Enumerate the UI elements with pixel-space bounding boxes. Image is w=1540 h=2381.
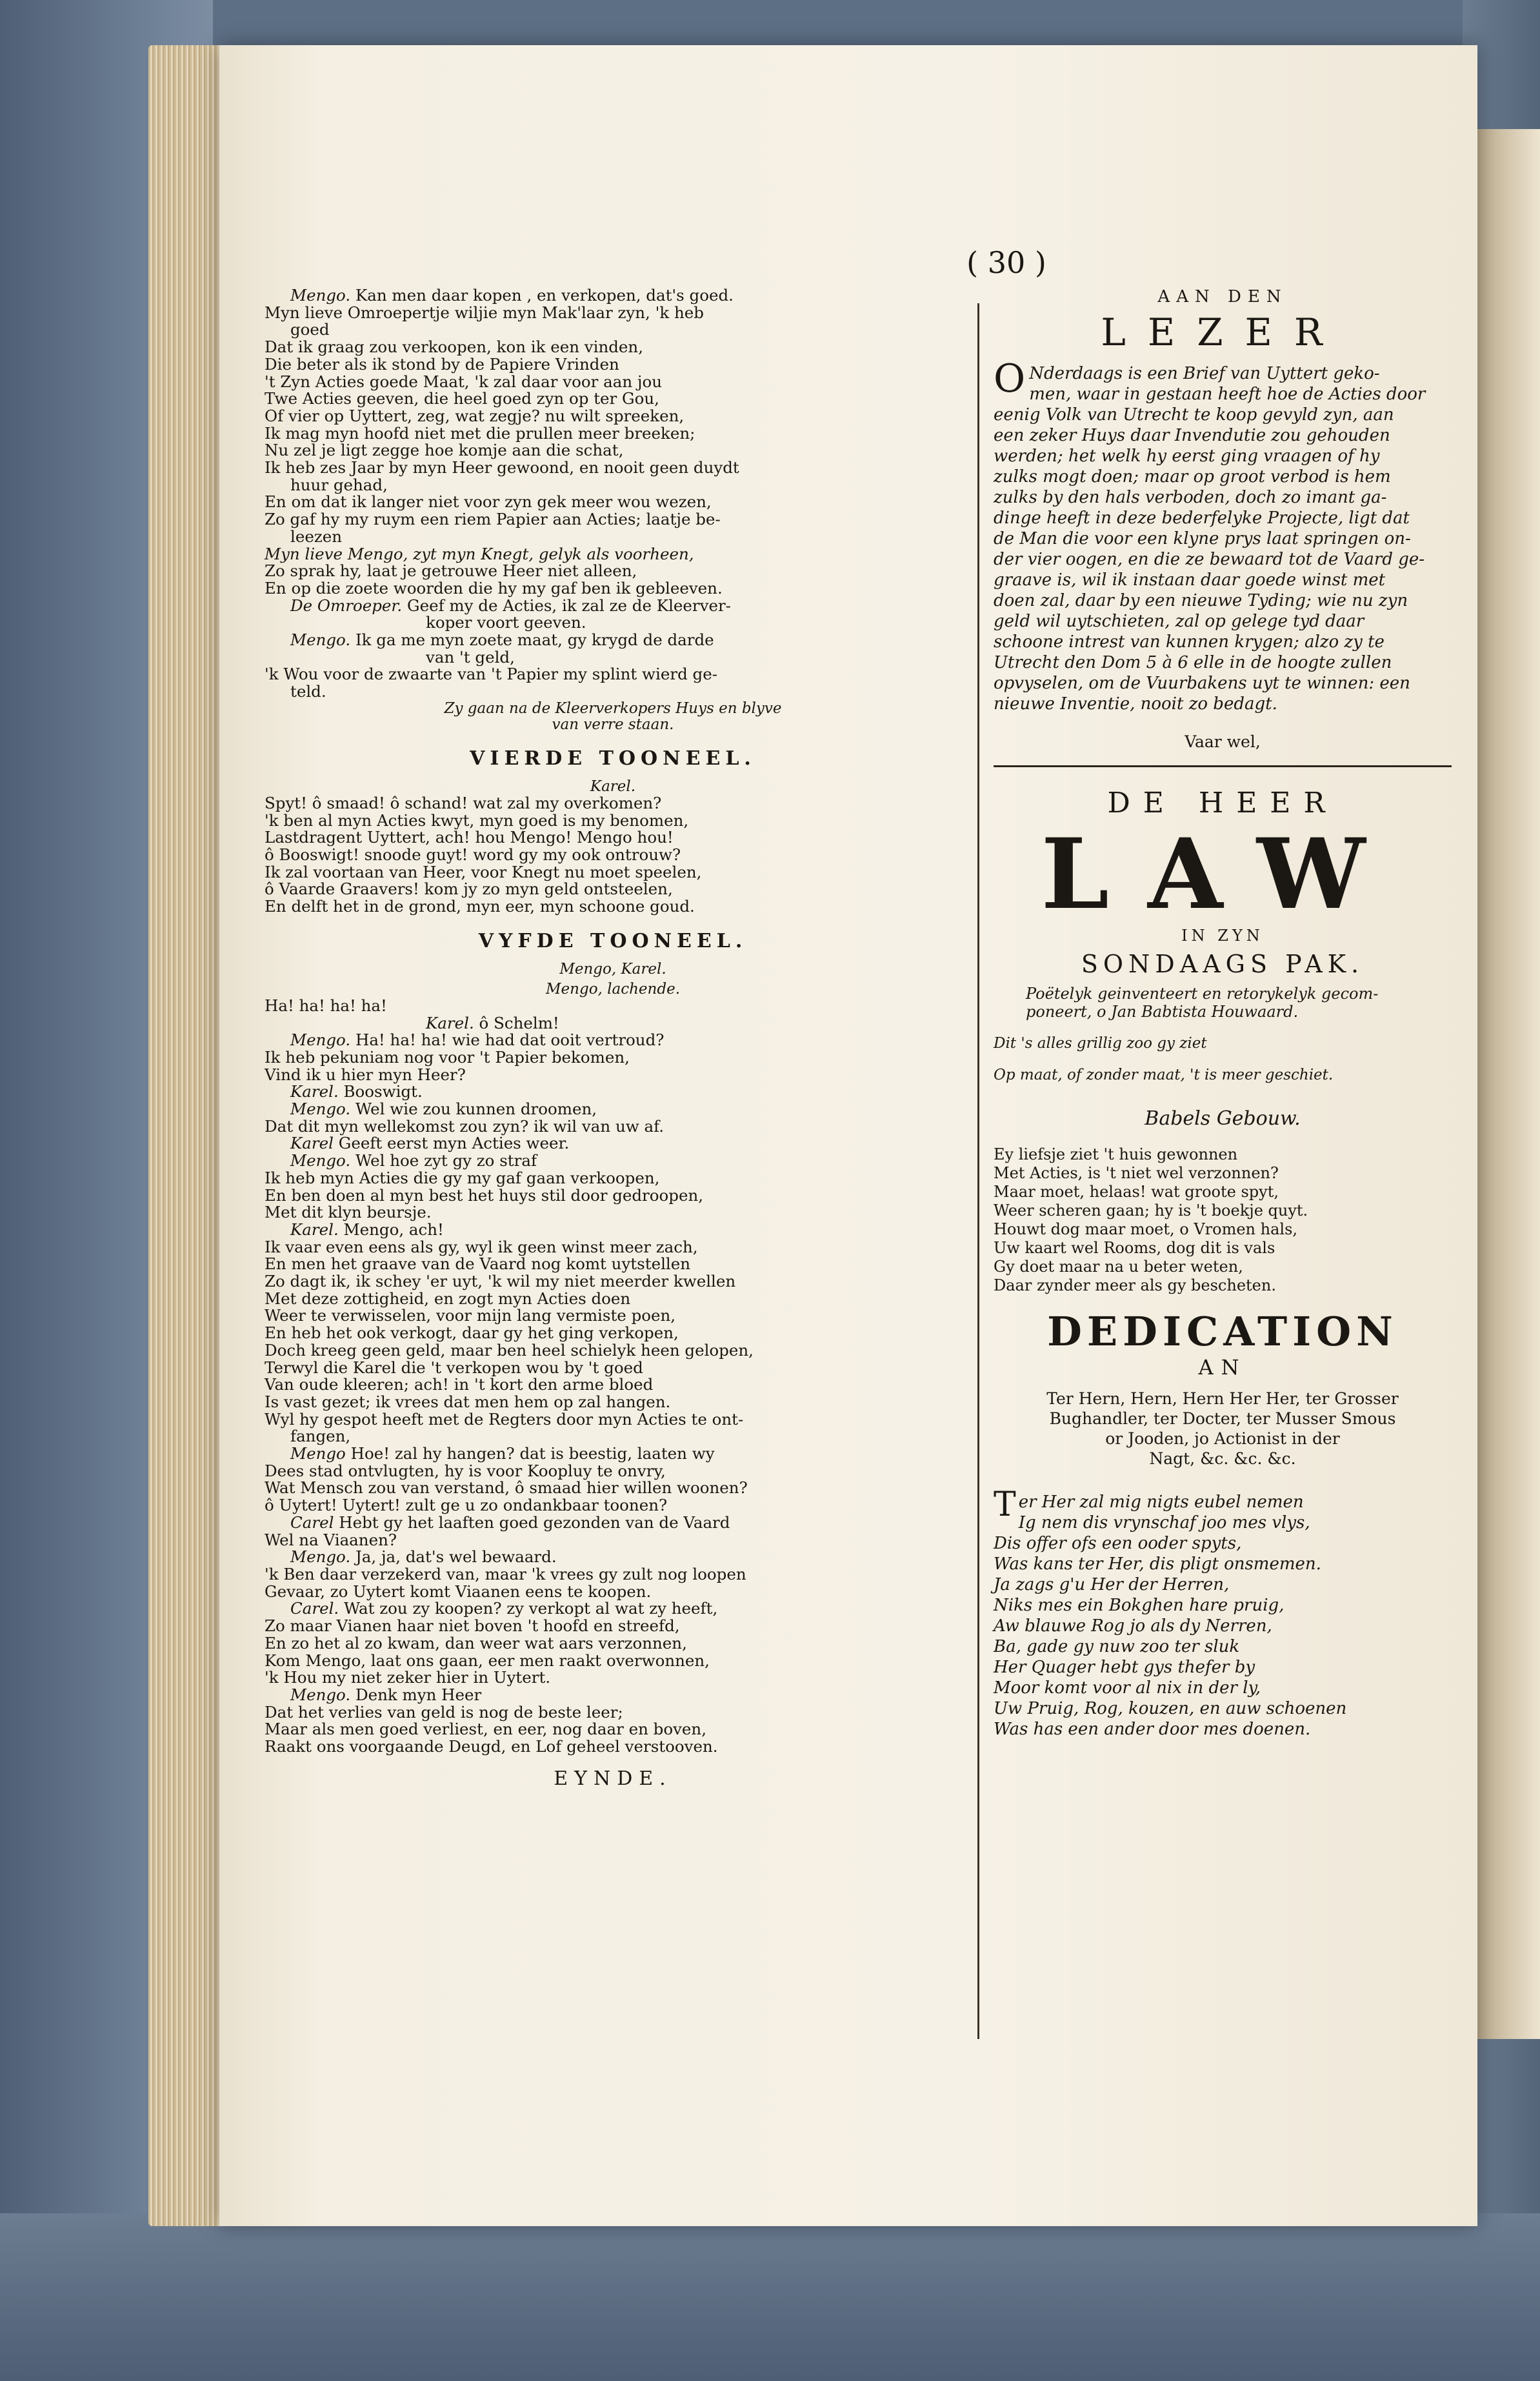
line-text: huur gehad, bbox=[290, 475, 388, 494]
poem-line: Uw kaart wel Rooms, dog dit is vals bbox=[994, 1239, 1275, 1257]
dedication-poem-line: Aw blauwe Rog jo als dy Nerren, bbox=[994, 1616, 1272, 1636]
line-text: Die beter als ik stond by de Papiere Vrinden bbox=[265, 354, 619, 374]
dialogue-line bbox=[265, 1187, 961, 1205]
an-heading: AN bbox=[1198, 1355, 1247, 1380]
aan-den-heading: AAN DEN bbox=[1157, 287, 1288, 306]
dialogue-line bbox=[265, 1152, 961, 1170]
line-text: Hoe! zal hy hangen? dat is beestig, laaten wy bbox=[350, 1444, 715, 1463]
letter-line: geld wil uytschieten, zal op gelege tyd daar bbox=[994, 612, 1365, 631]
line-text: Booswigt. bbox=[343, 1082, 423, 1101]
dialogue-line bbox=[265, 356, 961, 374]
dialogue-line bbox=[265, 1635, 961, 1653]
motto-line: Op maat, of zonder maat, 't is meer geschiet. bbox=[994, 1067, 1334, 1083]
line-text: En zo het al zo kwam, dan weer wat aars verzonnen, bbox=[265, 1633, 687, 1653]
speaker-name: Mengo bbox=[290, 1444, 346, 1463]
poem-line: Gy doet maar na u beter weten, bbox=[994, 1258, 1243, 1276]
dialogue-line bbox=[265, 1600, 961, 1618]
line-text: Myn lieve Mengo, zyt myn Knegt, gelyk als voorheen, bbox=[265, 544, 694, 563]
dialogue-line: ô Vaarde Graavers! kom jy zo myn geld ontsteelen, bbox=[265, 879, 673, 899]
line-text: Dees stad ontvlugten, hy is voor Koopluy te onvry, bbox=[265, 1461, 666, 1480]
dialogue-line bbox=[265, 459, 961, 477]
opening-dialogue bbox=[265, 287, 961, 701]
poem-line: Daar zynder meer als gy bescheten. bbox=[994, 1276, 1276, 1294]
letter-line: werden; het welk hy eerst ging vraagen of hy bbox=[994, 447, 1380, 466]
line-text: Hebt gy het laaften goed gezonden van de Vaard bbox=[339, 1512, 730, 1532]
dialogue-line bbox=[265, 408, 961, 425]
line-text: Kom Mengo, laat ons gaan, eer men raakt overwonnen, bbox=[265, 1651, 710, 1670]
line-text: Zo dagt ik, ik schey 'er uyt, 'k wil my niet meerder kwellen bbox=[265, 1272, 736, 1291]
dialogue-line bbox=[265, 321, 961, 339]
dedication-poem-line: Dis offer ofs een ooder spyts, bbox=[994, 1534, 1242, 1553]
line-text: Twe Acties geeven, die heel goed zyn op ter Gou, bbox=[265, 389, 659, 408]
dialogue-line bbox=[265, 1653, 961, 1670]
line-text: Ja, ja, dat's wel bewaard. bbox=[355, 1547, 557, 1567]
dedication-poem-line: er Her zal mig nigts eubel nemen bbox=[1018, 1492, 1304, 1512]
letter-line: eenig Volk van Utrecht te koop gevyld zyn, aan bbox=[994, 405, 1394, 425]
letter-line: de Man die voor een klyne prys laat springen on- bbox=[994, 529, 1411, 548]
line-text: Wel hoe zyt gy zo straf bbox=[355, 1151, 537, 1170]
line-text: Ik mag myn hoofd niet met die prullen meer breeken; bbox=[265, 423, 695, 443]
line-text: ô Schelm! bbox=[479, 1013, 559, 1032]
page-number: ( 30 ) bbox=[966, 245, 1046, 280]
letter-line: men, waar in gestaan heeft hoe de Acties door bbox=[1029, 385, 1426, 404]
dialogue-line bbox=[265, 1049, 961, 1067]
poem-line: Houwt dog maar moet, o Vromen hals, bbox=[994, 1220, 1298, 1238]
line-text: Mengo, ach! bbox=[343, 1220, 444, 1239]
dialogue-line bbox=[265, 598, 961, 615]
motto bbox=[994, 1035, 1452, 1084]
line-text: Vind ik u hier myn Heer? bbox=[265, 1065, 466, 1084]
dialogue-line bbox=[265, 1015, 961, 1032]
addressee-line: Bughandler, ter Docter, ter Musser Smous bbox=[1049, 1409, 1396, 1428]
in-zyn-heading: IN ZYN bbox=[1181, 927, 1264, 945]
scene-4-dialogue bbox=[265, 795, 961, 916]
dialogue-line bbox=[265, 1463, 961, 1480]
valediction: Vaar wel, bbox=[1185, 732, 1261, 751]
law-title: LAW bbox=[1041, 818, 1405, 931]
dialogue-line bbox=[265, 1204, 961, 1221]
dialogue-line bbox=[265, 580, 961, 598]
lezer-heading: LEZER bbox=[1101, 310, 1345, 354]
scene-4-title: VIERDE TOONEEL. bbox=[470, 747, 756, 770]
speaker-name: Mengo. bbox=[290, 286, 351, 305]
dedication-heading: DEDICATION bbox=[1047, 1308, 1398, 1355]
stage-direction bbox=[265, 701, 961, 733]
addressee-line: or Jooden, jo Actionist in der bbox=[1105, 1429, 1340, 1448]
dialogue-line bbox=[265, 1360, 961, 1377]
dialogue-line bbox=[265, 1687, 961, 1704]
subtitle bbox=[994, 985, 1452, 1021]
dialogue-line bbox=[265, 649, 961, 667]
poem-line: Weer scheren gaan; hy is 't boekje quyt. bbox=[994, 1201, 1308, 1220]
line-text: Zo gaf hy my ruym een riem Papier aan Acties; laatje be- bbox=[265, 510, 721, 529]
line-text: Dat het verlies van geld is nog de beste leer; bbox=[265, 1702, 623, 1722]
dialogue-line: Ik zal voortaan van Heer, voor Knegt nu moet speelen, bbox=[265, 862, 702, 881]
letter-line: Utrecht den Dom 5 à 6 elle in de hoogte zullen bbox=[994, 653, 1392, 672]
dialogue-line bbox=[265, 1445, 961, 1463]
dialogue-line bbox=[265, 1497, 961, 1514]
speaker-name: Karel. bbox=[290, 1220, 339, 1239]
dialogue-line bbox=[265, 683, 961, 701]
dialogue-line bbox=[265, 1480, 961, 1497]
dedication-poem-line: Ig nem dis vrynschaf joo mes vlys, bbox=[1018, 1513, 1310, 1532]
right-column bbox=[994, 287, 1452, 1740]
dialogue-line bbox=[265, 1738, 961, 1756]
line-text: Wel na Viaanen? bbox=[265, 1530, 397, 1549]
line-text: 't Zyn Acties goede Maat, 'k zal daar voor aan jou bbox=[265, 372, 663, 391]
dialogue-line bbox=[265, 1549, 961, 1566]
scene-5-dialogue bbox=[265, 998, 961, 1756]
line-text: Terwyl die Karel die 't verkopen wou by 't goed bbox=[265, 1358, 643, 1377]
stage-direction-line: van verre staan. bbox=[552, 716, 674, 733]
line-text: Ik vaar even eens als gy, wyl ik geen winst meer zach, bbox=[265, 1237, 698, 1256]
line-text: Van oude kleeren; ach! in 't kort den arme bloed bbox=[265, 1375, 654, 1394]
dedication-poem-line: Was has een ander door mes doenen. bbox=[994, 1720, 1311, 1739]
dialogue-line: En delft het in de grond, myn eer, myn schoone goud. bbox=[265, 897, 695, 916]
speaker-name: Karel. bbox=[290, 1082, 339, 1101]
dialogue-line bbox=[265, 1118, 961, 1136]
dedication-poem-line: Niks mes ein Bokghen hare pruig, bbox=[994, 1596, 1285, 1615]
line-text: goed bbox=[290, 320, 330, 339]
line-text: Dat dit myn wellekomst zou zyn? ik wil van uw af. bbox=[265, 1116, 665, 1136]
dialogue-line bbox=[265, 1291, 961, 1308]
letter-line: zulks mogt doen; maar op groot verbod is hem bbox=[994, 467, 1391, 487]
babels-poem bbox=[994, 1145, 1452, 1295]
line-text: En om dat ik langer niet voor zyn gek meer wou wezen, bbox=[265, 492, 712, 512]
speaker-name: De Omroeper. bbox=[290, 596, 403, 615]
line-text: Met deze zottigheid, en zogt myn Acties doen bbox=[265, 1289, 631, 1308]
dialogue-line: Lastdragent Uyttert, ach! hou Mengo! Mengo hou! bbox=[265, 828, 674, 847]
line-text: Ik heb pekuniam nog voor 't Papier bekomen, bbox=[265, 1047, 630, 1067]
dialogue-line bbox=[265, 339, 961, 356]
line-text: Wel wie zou kunnen droomen, bbox=[355, 1100, 597, 1119]
scene-5-title: VYFDE TOONEEL. bbox=[478, 929, 748, 952]
line-text: Ik ga me myn zoete maat, gy krygd de darde bbox=[355, 630, 714, 650]
dialogue-line bbox=[265, 1376, 961, 1394]
line-text: Geef my de Acties, ik zal ze de Kleerver- bbox=[407, 596, 731, 615]
scene-4-speaker: Karel. bbox=[590, 778, 636, 795]
line-text: En heb het ook verkogt, daar gy het ging verkopen, bbox=[265, 1323, 679, 1343]
dialogue-line bbox=[265, 1067, 961, 1084]
line-text: Is vast gezet; ik vrees dat men hem op zal hangen. bbox=[265, 1392, 671, 1411]
dedication-poem-line: Uw Pruig, Rog, kouzen, en auw schoenen bbox=[994, 1699, 1347, 1718]
dialogue-line: 'k ben al myn Acties kwyt, myn goed is my benomen, bbox=[265, 810, 689, 830]
left-column bbox=[265, 287, 961, 1790]
line-text: Myn lieve Omroepertje wiljie myn Mak'laar zyn, 'k heb bbox=[265, 303, 704, 322]
de-heer-heading: DE HEER bbox=[1107, 787, 1338, 819]
scene-5-direction: Mengo, lachende. bbox=[546, 980, 680, 998]
line-text: Doch kreeg geen geld, maar ben heel schielyk heen gelopen, bbox=[265, 1340, 754, 1360]
end-marker: EYNDE. bbox=[554, 1767, 672, 1790]
line-text: Wyl hy gespot heeft met de Regters door myn Acties te ont- bbox=[265, 1409, 744, 1429]
speaker-name: Mengo. bbox=[290, 1547, 351, 1567]
dialogue-line bbox=[265, 1566, 961, 1583]
dedication-dropcap: T bbox=[994, 1485, 1016, 1524]
line-text: Zo maar Vianen haar niet boven 't hoofd en streefd, bbox=[265, 1616, 680, 1636]
letter-line: nieuwe Inventie, nooit zo bedagt. bbox=[994, 694, 1277, 714]
line-text: Dat ik graag zou verkoopen, kon ik een vinden, bbox=[265, 337, 643, 357]
poem-title: Babels Gebouw. bbox=[1145, 1107, 1301, 1130]
line-text: Met dit klyn beursje. bbox=[265, 1203, 432, 1222]
line-text: 'k Hou my niet zeker hier in Uytert. bbox=[265, 1668, 551, 1687]
dialogue-line bbox=[265, 1514, 961, 1532]
dialogue-line bbox=[265, 1307, 961, 1325]
line-text: Ha! ha! ha! ha! bbox=[265, 996, 387, 1015]
dialogue-line: ô Booswigt! snoode guyt! word gy my ook ontrouw? bbox=[265, 845, 681, 864]
dialogue-line bbox=[265, 632, 961, 649]
dialogue-line bbox=[265, 390, 961, 408]
line-text: Nu zel je ligt zegge hoe komje aan die schat, bbox=[265, 441, 624, 460]
line-text: Denk myn Heer bbox=[355, 1685, 482, 1704]
dedication-poem-line: Her Quager hebt gys thefer by bbox=[994, 1658, 1255, 1677]
speaker-name: Karel. bbox=[426, 1013, 474, 1032]
line-text: koper voort geeven. bbox=[426, 613, 586, 632]
dialogue-line bbox=[265, 614, 961, 632]
speaker-name: Mengo. bbox=[290, 1100, 351, 1119]
dialogue-line bbox=[265, 425, 961, 443]
letter-line: zulks by den hals verboden, doch zo imant ga- bbox=[994, 488, 1387, 507]
line-text: Weer te verwisselen, voor mijn lang vermiste poen, bbox=[265, 1306, 676, 1325]
letter-line: Nderdaags is een Brief van Uyttert geko- bbox=[1029, 364, 1380, 383]
dialogue-line bbox=[265, 666, 961, 683]
dialogue-line bbox=[265, 563, 961, 580]
addressee-line: Ter Hern, Hern, Hern Her Her, ter Grosser bbox=[1046, 1389, 1399, 1408]
stage-direction-line: Zy gaan na de Kleerverkopers Huys en blyve bbox=[444, 699, 782, 717]
letter-line: dinge heeft in deze bederfelyke Projecte, ligt dat bbox=[994, 508, 1410, 528]
column-divider bbox=[977, 303, 979, 2039]
dedication-poem-line: Moor komt voor al nix in der ly, bbox=[994, 1678, 1261, 1698]
line-text: fangen, bbox=[290, 1427, 351, 1446]
motto-line: Dit 's alles grillig zoo gy ziet bbox=[994, 1035, 1207, 1052]
letter-line: schoone intrest van kunnen krygen; alzo zy te bbox=[994, 632, 1385, 652]
line-text: van 't geld, bbox=[426, 647, 515, 667]
dialogue-line bbox=[265, 998, 961, 1015]
speaker-name: Carel. bbox=[290, 1599, 339, 1618]
dedication-poem-line: Ba, gade gy nuw zoo ter sluk bbox=[994, 1637, 1240, 1656]
scene-5-cast: Mengo, Karel. bbox=[559, 960, 666, 978]
dialogue-line bbox=[265, 1721, 961, 1738]
section-rule bbox=[994, 765, 1452, 767]
speaker-name: Karel bbox=[290, 1134, 334, 1153]
poem-line: Ey liefsje ziet 't huis gewonnen bbox=[994, 1145, 1238, 1163]
dialogue-line bbox=[265, 1239, 961, 1256]
sondaags-pak-heading: SONDAAGS PAK. bbox=[1081, 950, 1365, 978]
cloth-background-bottom bbox=[0, 2213, 1540, 2381]
line-text: En ben doen al myn best het huys stil door gedroopen, bbox=[265, 1185, 704, 1205]
letter-to-reader bbox=[994, 356, 1452, 714]
line-text: Raakt ons voorgaande Deugd, en Lof geheel verstooven. bbox=[265, 1737, 718, 1756]
dialogue-line bbox=[265, 1083, 961, 1101]
speaker-name: Mengo. bbox=[290, 1030, 351, 1050]
dialogue-line bbox=[265, 1101, 961, 1118]
letter-text bbox=[994, 356, 1452, 714]
dedication-poem-line: Ja zags g'u Her der Herren, bbox=[994, 1575, 1230, 1594]
line-text: teld. bbox=[290, 682, 326, 701]
dialogue-line bbox=[265, 1428, 961, 1445]
dialogue-line bbox=[265, 374, 961, 391]
addressees bbox=[994, 1389, 1452, 1469]
addressee-line: Nagt, &c. &c. &c. bbox=[1149, 1449, 1296, 1468]
line-text: Of vier op Uyttert, zeg, wat zegje? nu wilt spreeken, bbox=[265, 406, 685, 425]
letter-line: graave is, wil ik instaan daar goede winst met bbox=[994, 570, 1386, 590]
dialogue-line bbox=[265, 1170, 961, 1187]
dialogue-line bbox=[265, 1618, 961, 1635]
poem-line: Met Acties, is 't niet wel verzonnen? bbox=[994, 1164, 1279, 1182]
line-text: Ik heb zes Jaar by myn Heer gewoond, en nooit geen duydt bbox=[265, 458, 739, 477]
letter-line: doen zal, daar by een nieuwe Tyding; wie nu zyn bbox=[994, 591, 1408, 610]
dialogue-line bbox=[265, 1532, 961, 1549]
line-text: Ha! ha! ha! wie had dat ooit vertroud? bbox=[355, 1030, 665, 1050]
subtitle-line: poneert, o Jan Babtista Houwaard. bbox=[1026, 1003, 1299, 1021]
line-text: Maar als men goed verliest, en eer, nog daar en boven, bbox=[265, 1720, 706, 1739]
dialogue-line bbox=[265, 1273, 961, 1291]
dialogue-line bbox=[265, 528, 961, 546]
line-text: Geeft eerst myn Acties weer. bbox=[338, 1134, 570, 1153]
dialogue-line: Spyt! ô smaad! ô schand! wat zal my overkomen? bbox=[265, 793, 662, 812]
line-text: Gevaar, zo Uytert komt Viaanen eens te koopen. bbox=[265, 1582, 652, 1601]
letter-dropcap: O bbox=[994, 356, 1026, 401]
line-text: Ik heb myn Acties die gy my gaf gaan verkoopen, bbox=[265, 1168, 660, 1187]
dialogue-line bbox=[265, 1669, 961, 1687]
letter-line: der vier oogen, en die ze bewaard tot de Vaard ge- bbox=[994, 550, 1425, 569]
dedication-poem bbox=[994, 1485, 1452, 1740]
facing-page-edge bbox=[1474, 129, 1540, 2039]
dialogue-line bbox=[265, 1135, 961, 1152]
line-text: Wat Mensch zou van verstand, ô smaad hier willen woonen? bbox=[265, 1478, 748, 1498]
subtitle-line: Poëtelyk geinventeert en retorykelyk gecom- bbox=[1026, 985, 1379, 1003]
letter-line: een zeker Huys daar Invendutie zou gehouden bbox=[994, 426, 1390, 445]
dialogue-line bbox=[265, 1704, 961, 1722]
dialogue-line bbox=[265, 1342, 961, 1360]
dialogue-line bbox=[265, 1394, 961, 1411]
line-text: leezen bbox=[290, 527, 343, 546]
line-text: Zo sprak hy, laat je getrouwe Heer niet alleen, bbox=[265, 561, 637, 581]
line-text: En men het graave van de Vaard nog komt uytstellen bbox=[265, 1254, 691, 1274]
dedication-poem-line: Was kans ter Her, dis pligt onsmemen. bbox=[994, 1554, 1321, 1574]
line-text: 'k Ben daar verzekerd van, maar 'k vrees gy zult nog loopen bbox=[265, 1565, 746, 1583]
dedication-poem-text bbox=[994, 1485, 1452, 1740]
dialogue-line bbox=[265, 1583, 961, 1601]
line-text: En op die zoete woorden die hy my gaf ben ik gebleeven. bbox=[265, 578, 723, 598]
dialogue-line bbox=[265, 477, 961, 494]
speaker-name: Carel bbox=[290, 1512, 334, 1532]
line-text: 'k Wou voor de zwaarte van 't Papier my splint wierd ge- bbox=[265, 665, 717, 684]
dialogue-line bbox=[265, 494, 961, 511]
speaker-name: Mengo. bbox=[290, 1151, 351, 1170]
line-text: Kan men daar kopen , en verkopen, dat's goed. bbox=[355, 286, 734, 305]
speaker-name: Mengo. bbox=[290, 1685, 351, 1704]
dialogue-line bbox=[265, 442, 961, 459]
line-text: Wat zou zy koopen? zy verkopt al wat zy heeft, bbox=[343, 1599, 718, 1618]
dialogue-line bbox=[265, 1256, 961, 1273]
dialogue-line bbox=[265, 546, 961, 563]
dialogue-line bbox=[265, 287, 961, 305]
speaker-name: Mengo. bbox=[290, 630, 351, 650]
dialogue-line bbox=[265, 1032, 961, 1049]
dialogue-line bbox=[265, 305, 961, 322]
dialogue-line bbox=[265, 1325, 961, 1342]
dialogue-line bbox=[265, 1221, 961, 1239]
line-text: ô Uytert! Uytert! zult ge u zo ondankbaar toonen? bbox=[265, 1496, 668, 1515]
letter-line: opvyselen, om de Vuurbakens uyt te winnen: een bbox=[994, 674, 1410, 693]
poem-line: Maar moet, helaas! wat groote spyt, bbox=[994, 1183, 1279, 1201]
dialogue-line bbox=[265, 511, 961, 528]
dialogue-line bbox=[265, 1411, 961, 1429]
